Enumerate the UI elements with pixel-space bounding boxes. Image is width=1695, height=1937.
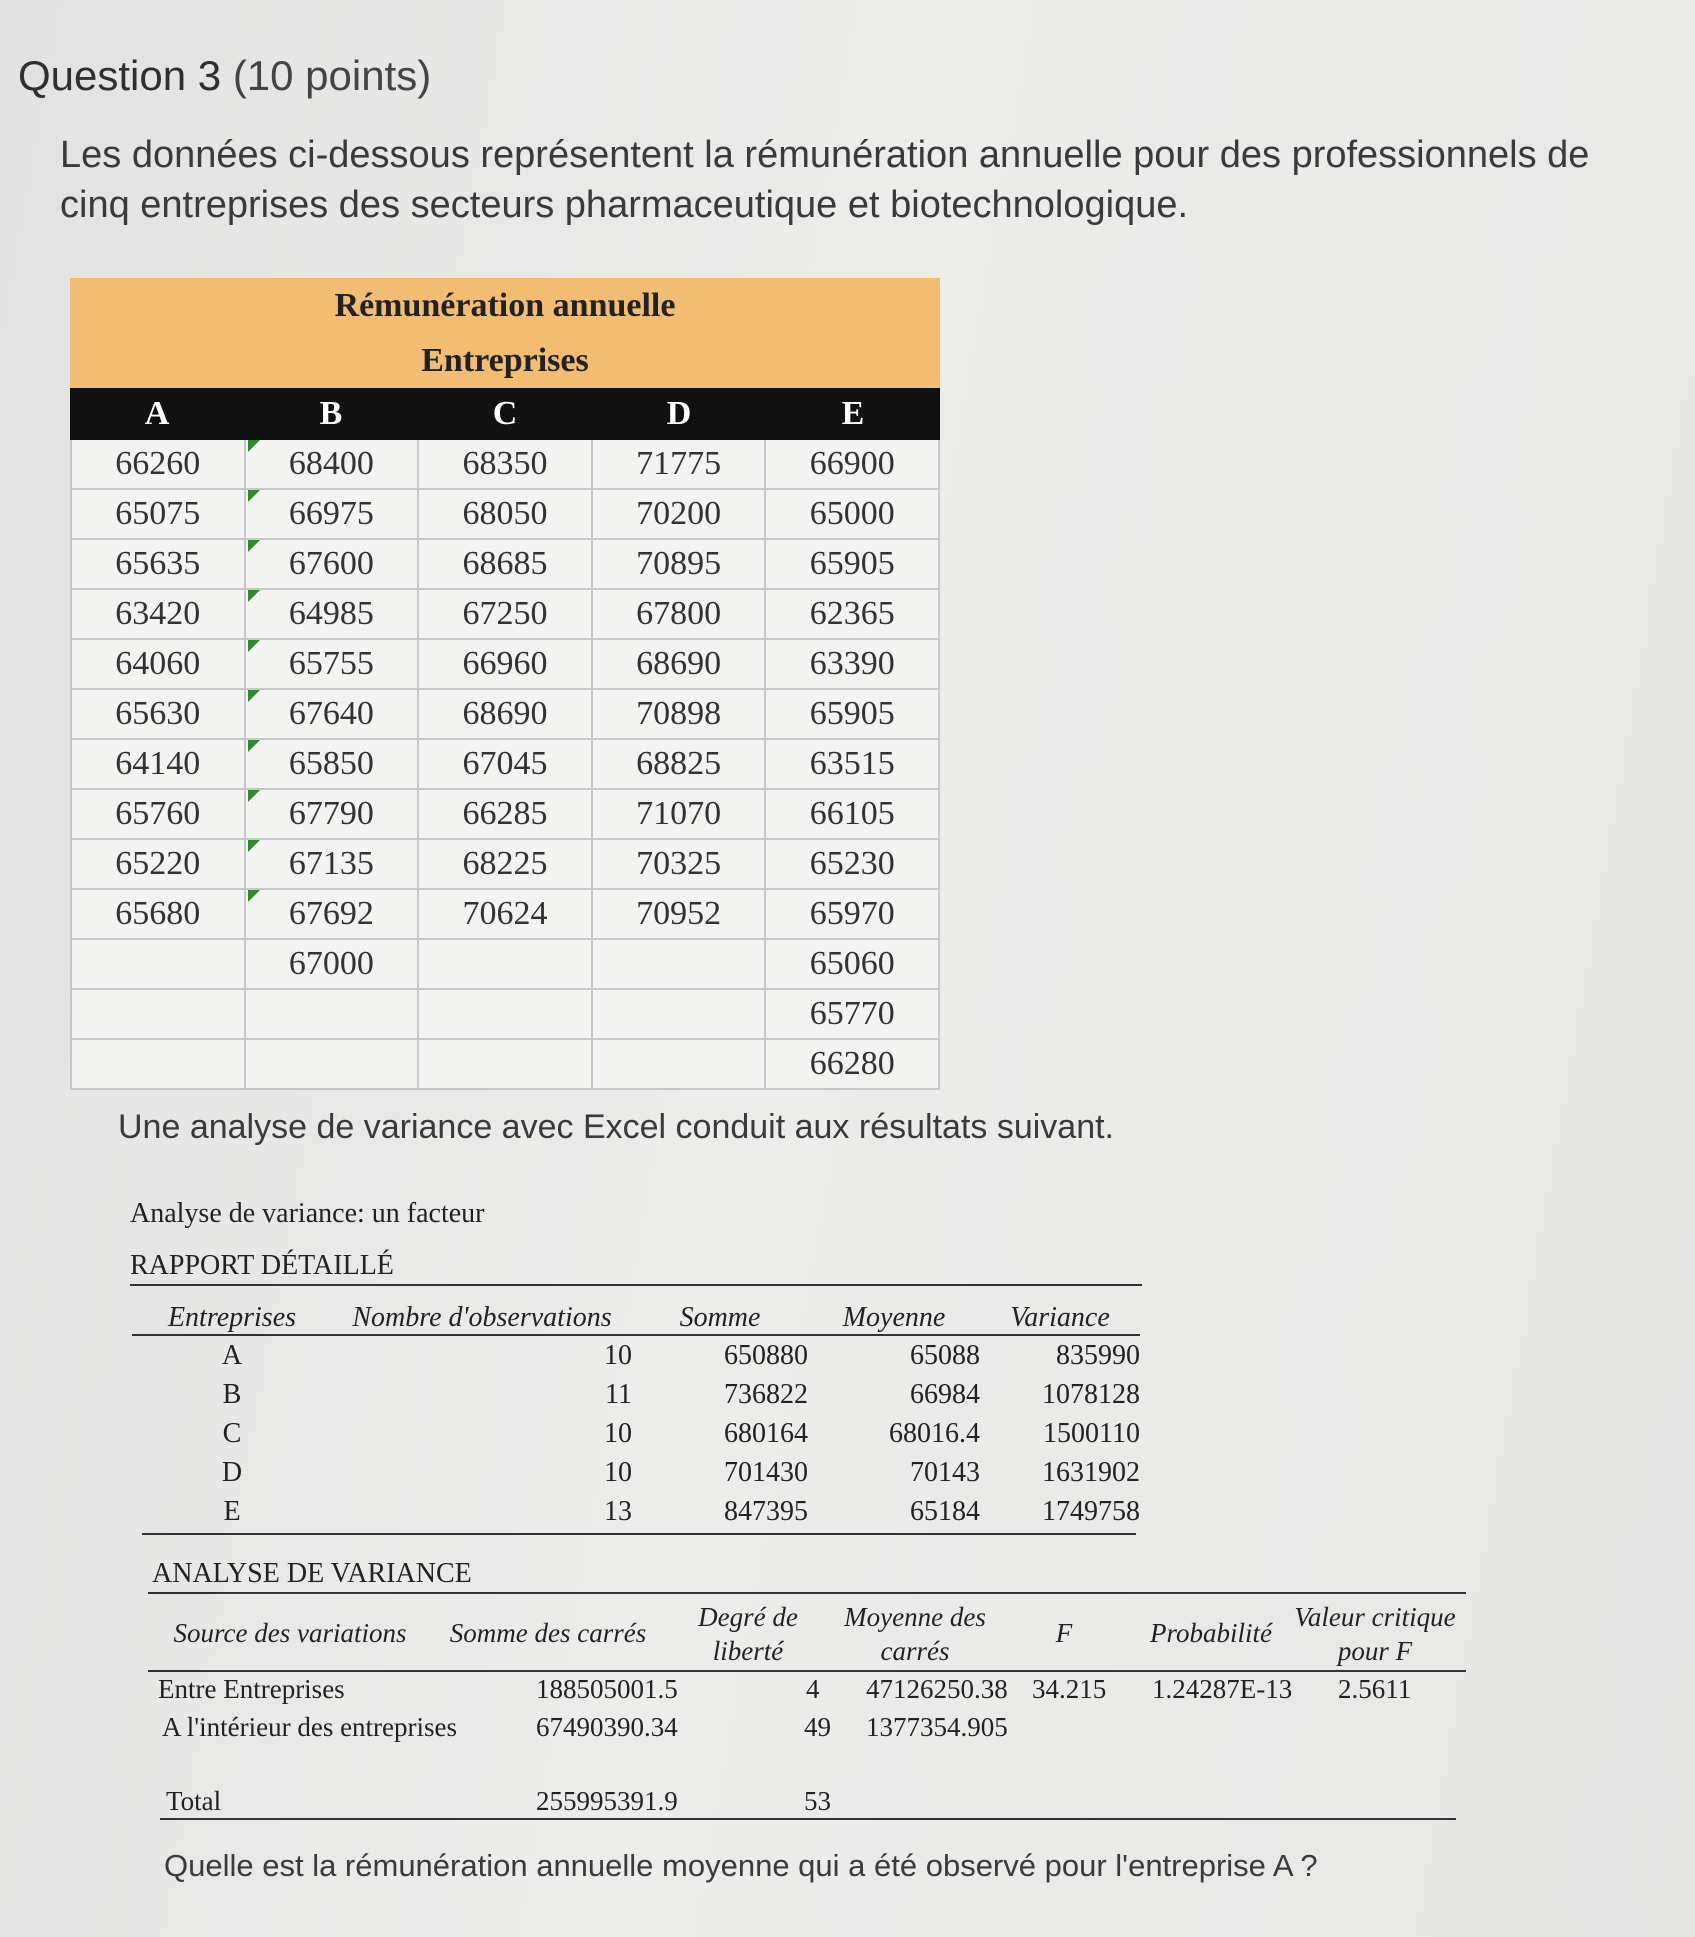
anova-total-df: 53 <box>804 1786 831 1816</box>
anova-header-ms: Moyenne des carrés <box>844 1602 986 1666</box>
question-intro: Les données ci-dessous représentent la rémunération annuelle pour des professionnels de cinq entreprises des secteurs pharmaceutique et biotechnologique. <box>60 134 1590 226</box>
salary-cell: 65075 <box>72 490 246 540</box>
column-header: D <box>666 395 692 432</box>
anova-within-ms: 1377354.905 <box>866 1712 1008 1742</box>
report-header-row <box>132 1300 1140 1336</box>
salary-table-subtitle: Entreprises <box>421 342 589 379</box>
salary-table-title: Rémunération annuelle <box>334 287 676 324</box>
salary-table-header <box>70 278 940 388</box>
salary-cell: 70952 <box>593 890 767 940</box>
report-cell: 835990 <box>1056 1339 1140 1371</box>
salary-table <box>70 278 940 1090</box>
salary-cell <box>593 1040 767 1090</box>
salary-cell: 62365 <box>766 590 940 640</box>
salary-cell <box>593 990 767 1040</box>
question-points: (10 points) <box>232 52 432 99</box>
salary-cell: 68825 <box>593 740 767 790</box>
question-title <box>18 52 431 100</box>
report-header: Variance <box>1010 1302 1110 1333</box>
salary-cell <box>593 940 767 990</box>
report-row <box>132 1492 1140 1531</box>
salary-cell: 65230 <box>766 840 940 890</box>
column-header: A <box>144 395 170 432</box>
report-cell: 1078128 <box>1042 1378 1140 1410</box>
salary-cell: 68685 <box>419 540 593 590</box>
divider <box>130 1284 1142 1286</box>
report-cell: E <box>223 1495 241 1527</box>
salary-cell: 65680 <box>72 890 246 940</box>
report-subtitle: RAPPORT DÉTAILLÉ <box>130 1250 394 1281</box>
report-header: Entreprises <box>167 1302 297 1333</box>
salary-cell <box>246 1040 420 1090</box>
report-cell: 10 <box>604 1456 632 1488</box>
anova-between-label: Entre Entreprises <box>158 1674 345 1704</box>
report-header: Somme <box>679 1302 761 1333</box>
report-cell: 13 <box>604 1495 632 1527</box>
salary-cell: 65755 <box>246 640 420 690</box>
anova-title: ANALYSE DE VARIANCE <box>152 1558 472 1589</box>
salary-cell: 70624 <box>419 890 593 940</box>
report-cell: 68016.4 <box>889 1417 980 1449</box>
salary-cell <box>419 990 593 1040</box>
divider <box>148 1592 1466 1594</box>
salary-cell <box>72 940 246 990</box>
salary-cell: 67000 <box>246 940 420 990</box>
anova-between-fcrit: 2.5611 <box>1338 1674 1412 1704</box>
report-cell: 680164 <box>724 1417 808 1449</box>
salary-cell: 67600 <box>246 540 420 590</box>
salary-cell: 66105 <box>766 790 940 840</box>
report-cell: B <box>222 1378 242 1410</box>
report-header: Moyenne <box>842 1302 946 1333</box>
salary-cell: 65220 <box>72 840 246 890</box>
salary-cell <box>419 940 593 990</box>
salary-cell: 67045 <box>419 740 593 790</box>
salary-cell <box>246 990 420 1040</box>
salary-cell: 67790 <box>246 790 420 840</box>
anova-within-label: A l'intérieur des entreprises <box>162 1712 458 1742</box>
report-row <box>132 1453 1140 1492</box>
anova-between-ss: 188505001.5 <box>536 1674 678 1704</box>
anova-total-ss: 255995391.9 <box>536 1786 678 1816</box>
salary-cell: 67800 <box>593 590 767 640</box>
salary-cell: 71070 <box>593 790 767 840</box>
report-cell: A <box>221 1339 243 1371</box>
anova-within-df: 49 <box>804 1712 831 1742</box>
salary-cell: 66960 <box>419 640 593 690</box>
report-title: Analyse de variance: un facteur <box>130 1198 485 1229</box>
report-table <box>132 1300 1140 1531</box>
salary-cell: 63390 <box>766 640 940 690</box>
column-header: E <box>841 395 865 432</box>
report-row <box>132 1414 1140 1453</box>
salary-cell: 65770 <box>766 990 940 1040</box>
divider <box>148 1670 1466 1672</box>
report-cell: 11 <box>605 1378 632 1410</box>
salary-grid <box>70 440 940 1090</box>
report-cell: 10 <box>604 1339 632 1371</box>
report-cell: 650880 <box>724 1339 808 1371</box>
report-cell: 65184 <box>910 1495 980 1527</box>
report-cell: 70143 <box>910 1456 980 1488</box>
salary-cell: 65970 <box>766 890 940 940</box>
salary-cell: 64985 <box>246 590 420 640</box>
salary-cell: 65635 <box>72 540 246 590</box>
salary-cell <box>419 1040 593 1090</box>
report-row <box>132 1336 1140 1375</box>
report-cell: 1749758 <box>1042 1495 1140 1527</box>
anova-between-ms: 47126250.38 <box>866 1674 1008 1704</box>
anova-between-df: 4 <box>806 1674 820 1704</box>
salary-cell: 68690 <box>419 690 593 740</box>
report-cell: 1631902 <box>1042 1456 1140 1488</box>
question-number: Question 3 <box>18 52 222 99</box>
anova-total-label: Total <box>166 1786 222 1816</box>
report-cell: D <box>221 1456 243 1488</box>
anova-header-df: Degré de liberté <box>698 1602 798 1666</box>
report-cell: 65088 <box>910 1339 980 1371</box>
salary-cell: 65905 <box>766 690 940 740</box>
salary-cell: 67250 <box>419 590 593 640</box>
salary-cell: 63515 <box>766 740 940 790</box>
salary-cell: 65060 <box>766 940 940 990</box>
salary-cell: 66975 <box>246 490 420 540</box>
report-row <box>132 1375 1140 1414</box>
report-cell: 736822 <box>724 1378 808 1410</box>
salary-cell: 68050 <box>419 490 593 540</box>
salary-cell <box>72 990 246 1040</box>
salary-cell: 70200 <box>593 490 767 540</box>
anova-header-p: Probabilité <box>1150 1618 1272 1648</box>
anova-header-f: F <box>1055 1618 1073 1648</box>
column-header: B <box>319 395 343 432</box>
anova-between-f: 34.215 <box>1032 1674 1107 1704</box>
divider <box>160 1818 1456 1820</box>
salary-cell: 66900 <box>766 440 940 490</box>
salary-column-headers <box>70 388 940 440</box>
anova-within-ss: 67490390.34 <box>536 1712 678 1742</box>
salary-cell: 65630 <box>72 690 246 740</box>
anova-header-ss: Somme des carrés <box>449 1618 647 1648</box>
salary-cell: 64140 <box>72 740 246 790</box>
anova-header-source: Source des variations <box>173 1618 407 1648</box>
report-cell: 701430 <box>724 1456 808 1488</box>
salary-cell: 66260 <box>72 440 246 490</box>
salary-cell: 68690 <box>593 640 767 690</box>
salary-cell: 65905 <box>766 540 940 590</box>
anova-header-fcrit: Valeur critique pour F <box>1294 1602 1456 1666</box>
salary-cell <box>72 1040 246 1090</box>
final-question: Quelle est la rémunération annuelle moyenne qui a été observé pour l'entreprise A ? <box>164 1848 1318 1883</box>
anova-intro: Une analyse de variance avec Excel conduit aux résultats suivant. <box>118 1108 1114 1146</box>
salary-cell: 68400 <box>246 440 420 490</box>
report-cell: 1500110 <box>1043 1417 1140 1449</box>
salary-cell: 63420 <box>72 590 246 640</box>
column-header: C <box>492 395 518 432</box>
salary-cell: 67640 <box>246 690 420 740</box>
report-cell: C <box>222 1417 242 1449</box>
anova-between-p: 1.24287E-13 <box>1152 1674 1293 1704</box>
salary-cell: 71775 <box>593 440 767 490</box>
salary-cell: 70898 <box>593 690 767 740</box>
report-header: Nombre d'observations <box>352 1302 612 1333</box>
salary-cell: 70895 <box>593 540 767 590</box>
salary-cell: 66280 <box>766 1040 940 1090</box>
report-cell: 10 <box>604 1417 632 1449</box>
report-cell: 66984 <box>910 1378 980 1410</box>
salary-cell: 67692 <box>246 890 420 940</box>
salary-cell: 65850 <box>246 740 420 790</box>
salary-cell: 65000 <box>766 490 940 540</box>
report-cell: 847395 <box>724 1495 808 1527</box>
salary-cell: 66285 <box>419 790 593 840</box>
salary-cell: 68225 <box>419 840 593 890</box>
salary-cell: 65760 <box>72 790 246 840</box>
divider <box>142 1533 1136 1535</box>
salary-cell: 64060 <box>72 640 246 690</box>
salary-cell: 70325 <box>593 840 767 890</box>
salary-cell: 68350 <box>419 440 593 490</box>
salary-cell: 67135 <box>246 840 420 890</box>
